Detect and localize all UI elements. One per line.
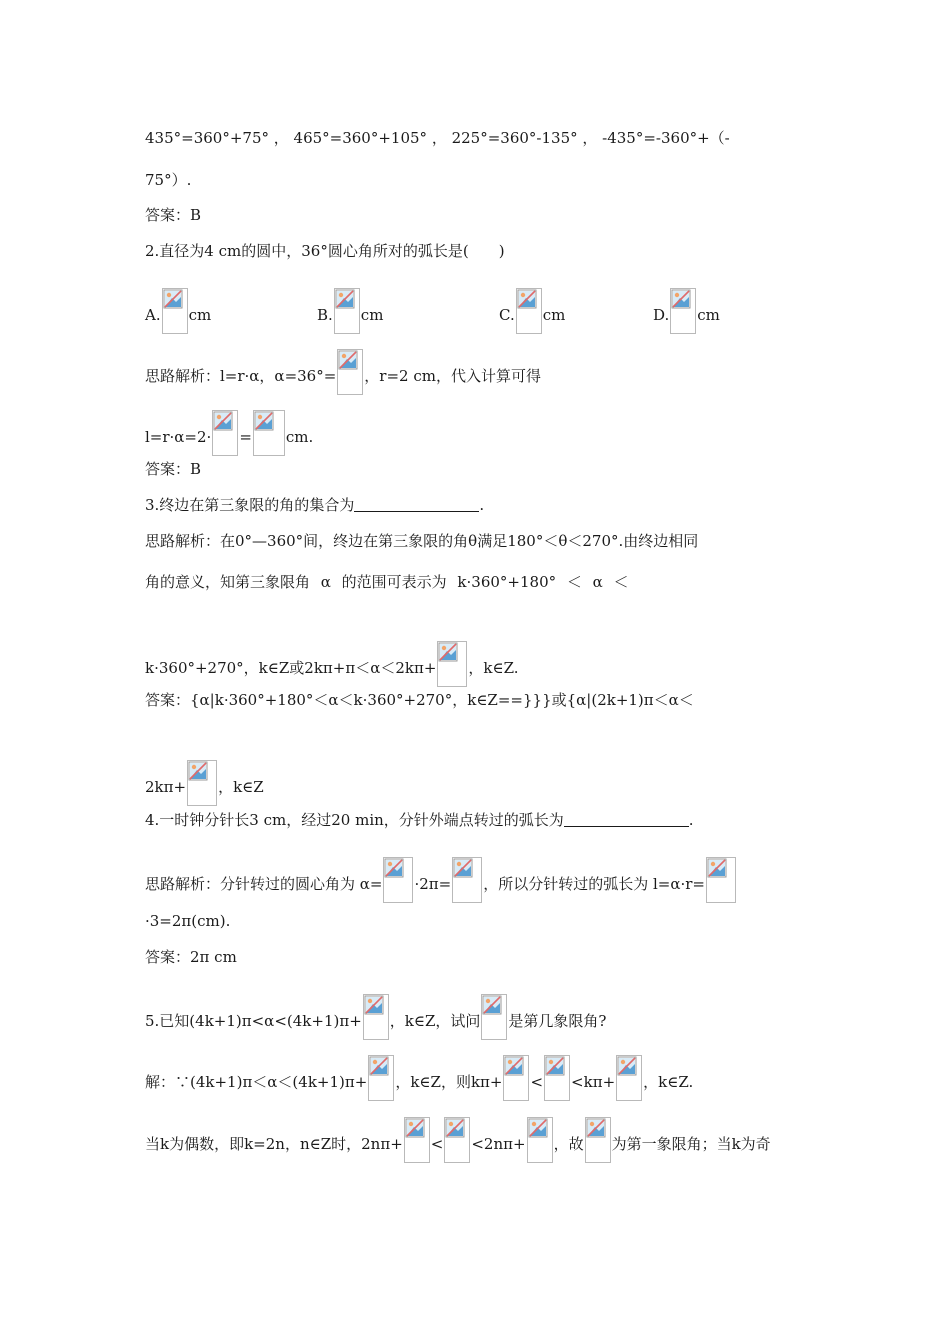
solution-line	[145, 410, 313, 456]
question-3	[145, 495, 484, 515]
broken-image-icon	[404, 1117, 430, 1163]
text: k·360°+270°，k∈Z或2kπ+π＜α＜2kπ+	[145, 659, 437, 677]
broken-image-glyph	[213, 411, 233, 431]
broken-image-icon	[503, 1055, 529, 1101]
broken-image-glyph	[384, 858, 404, 878]
broken-image-icon	[334, 288, 360, 334]
solution-line	[145, 911, 230, 931]
text: 是第几象限角?	[508, 1012, 607, 1030]
broken-image-glyph	[517, 289, 537, 309]
answer-text: 答案：2π cm	[145, 948, 237, 966]
option-d	[653, 288, 720, 334]
broken-image-icon	[337, 349, 363, 395]
broken-image-glyph	[338, 350, 358, 370]
broken-image-icon	[437, 641, 467, 687]
answer-line	[145, 459, 201, 479]
option-label: A.	[145, 306, 161, 324]
text-line	[145, 170, 191, 190]
answer-blank	[354, 495, 479, 512]
option-label: D.	[653, 306, 670, 324]
broken-image-glyph	[545, 1056, 565, 1076]
solution-line	[145, 349, 541, 395]
answer-text: 答案：{α|k·360°+180°＜α＜k·360°+270°，k∈Z==}}}或{α|(2k+1)π＜α＜	[145, 691, 694, 709]
broken-image-glyph	[335, 289, 355, 309]
text: <	[530, 1073, 544, 1091]
text: ·3=2π(cm).	[145, 912, 231, 930]
text: ，k∈Z，则kπ+	[395, 1073, 503, 1091]
question-2	[145, 241, 505, 261]
text: ，故	[553, 1135, 584, 1153]
text: 当k为偶数，即k=2n，n∈Z时，2nπ+	[145, 1135, 403, 1153]
broken-image-icon	[516, 288, 542, 334]
option-b	[317, 288, 383, 334]
broken-image-icon	[481, 994, 507, 1040]
solution-line	[145, 641, 519, 687]
question-4	[145, 810, 694, 830]
broken-image-icon	[706, 857, 736, 903]
option-c	[499, 288, 565, 334]
broken-image-glyph	[586, 1118, 606, 1138]
broken-image-glyph	[369, 1056, 389, 1076]
answer-line	[145, 947, 237, 967]
text: 435°=360°+75° ， 465°=360°+105° ， 225°=360°-135° ， -435°=-360°+（-	[145, 129, 730, 147]
text: 角的意义，知第三象限角 α 的范围可表示为 k·360°+180° ＜ α ＜	[145, 573, 629, 591]
option-label: B.	[317, 306, 333, 324]
text: ，k∈Z，试问	[389, 1012, 481, 1030]
question-stem: 3.终边在第三象限的角的集合为	[145, 496, 355, 514]
text: ，r=2 cm，代入计算可得	[364, 367, 541, 385]
answer-line	[145, 205, 201, 225]
text: ，k∈Z	[218, 778, 264, 796]
text: =	[239, 428, 252, 446]
text: 思路解析：在0°—360°间，终边在第三象限的角θ满足180°＜θ＜270°.由终边相同	[145, 532, 699, 550]
text: ·2π=	[414, 875, 452, 893]
text: .	[479, 496, 485, 514]
solution-line	[145, 1055, 693, 1101]
broken-image-icon	[253, 410, 285, 456]
text: <kπ+	[571, 1073, 616, 1091]
text: 为第一象限角；当k为奇	[611, 1135, 771, 1153]
broken-image-icon	[670, 288, 696, 334]
answer-line	[145, 690, 694, 710]
broken-image-icon	[585, 1117, 611, 1163]
solution-line	[145, 531, 698, 551]
question-stem: 4.一时钟分针长3 cm，经过20 min，分针外端点转过的弧长为	[145, 811, 564, 829]
broken-image-glyph	[528, 1118, 548, 1138]
text: 思路解析：分针转过的圆心角为 α=	[145, 875, 383, 893]
broken-image-glyph	[188, 761, 208, 781]
text: .	[688, 811, 694, 829]
broken-image-glyph	[364, 995, 384, 1015]
broken-image-icon	[368, 1055, 394, 1101]
solution-line	[145, 857, 737, 903]
text: cm.	[285, 428, 314, 446]
answer-line	[145, 760, 264, 806]
text: ，所以分针转过的弧长为 l=α·r=	[483, 875, 705, 893]
text-line	[145, 128, 730, 148]
question-5	[145, 994, 606, 1040]
unit: cm	[697, 306, 720, 324]
solution-line	[145, 1117, 771, 1163]
answer-text: 答案：B	[145, 206, 202, 224]
text: 5.已知(4k+1)π<α<(4k+1)π+	[145, 1012, 362, 1030]
text: ，k∈Z.	[643, 1073, 694, 1091]
unit: cm	[542, 306, 566, 324]
unit: cm	[188, 306, 212, 324]
text: 75°）.	[145, 171, 192, 189]
broken-image-icon	[544, 1055, 570, 1101]
broken-image-glyph	[707, 858, 727, 878]
unit: cm	[360, 306, 384, 324]
broken-image-glyph	[254, 411, 274, 431]
broken-image-icon	[187, 760, 217, 806]
broken-image-icon	[527, 1117, 553, 1163]
broken-image-glyph	[438, 642, 458, 662]
text: ，k∈Z.	[468, 659, 519, 677]
broken-image-glyph	[405, 1118, 425, 1138]
broken-image-glyph	[482, 995, 502, 1015]
text: <	[430, 1135, 444, 1153]
broken-image-glyph	[671, 289, 691, 309]
broken-image-icon	[452, 857, 482, 903]
text: 解：∵(4k+1)π＜α＜(4k+1)π+	[145, 1073, 368, 1091]
broken-image-icon	[212, 410, 238, 456]
solution-line	[145, 572, 629, 592]
broken-image-glyph	[504, 1056, 524, 1076]
answer-text: 答案：B	[145, 460, 202, 478]
broken-image-glyph	[445, 1118, 465, 1138]
broken-image-icon	[444, 1117, 470, 1163]
broken-image-glyph	[453, 858, 473, 878]
text: 思路解析：l=r·α，α=36°=	[145, 367, 337, 385]
text: l=r·α=2·	[145, 428, 212, 446]
broken-image-icon	[363, 994, 389, 1040]
broken-image-glyph	[163, 289, 183, 309]
text: <2nπ+	[471, 1135, 526, 1153]
text: 2kπ+	[145, 778, 187, 796]
broken-image-icon	[383, 857, 413, 903]
question-stem: 2.直径为4 cm的圆中，36°圆心角所对的弧长是( )	[145, 242, 505, 260]
answer-blank	[564, 810, 689, 827]
option-a	[145, 288, 211, 334]
broken-image-icon	[616, 1055, 642, 1101]
broken-image-glyph	[617, 1056, 637, 1076]
broken-image-icon	[162, 288, 188, 334]
option-label: C.	[499, 306, 515, 324]
